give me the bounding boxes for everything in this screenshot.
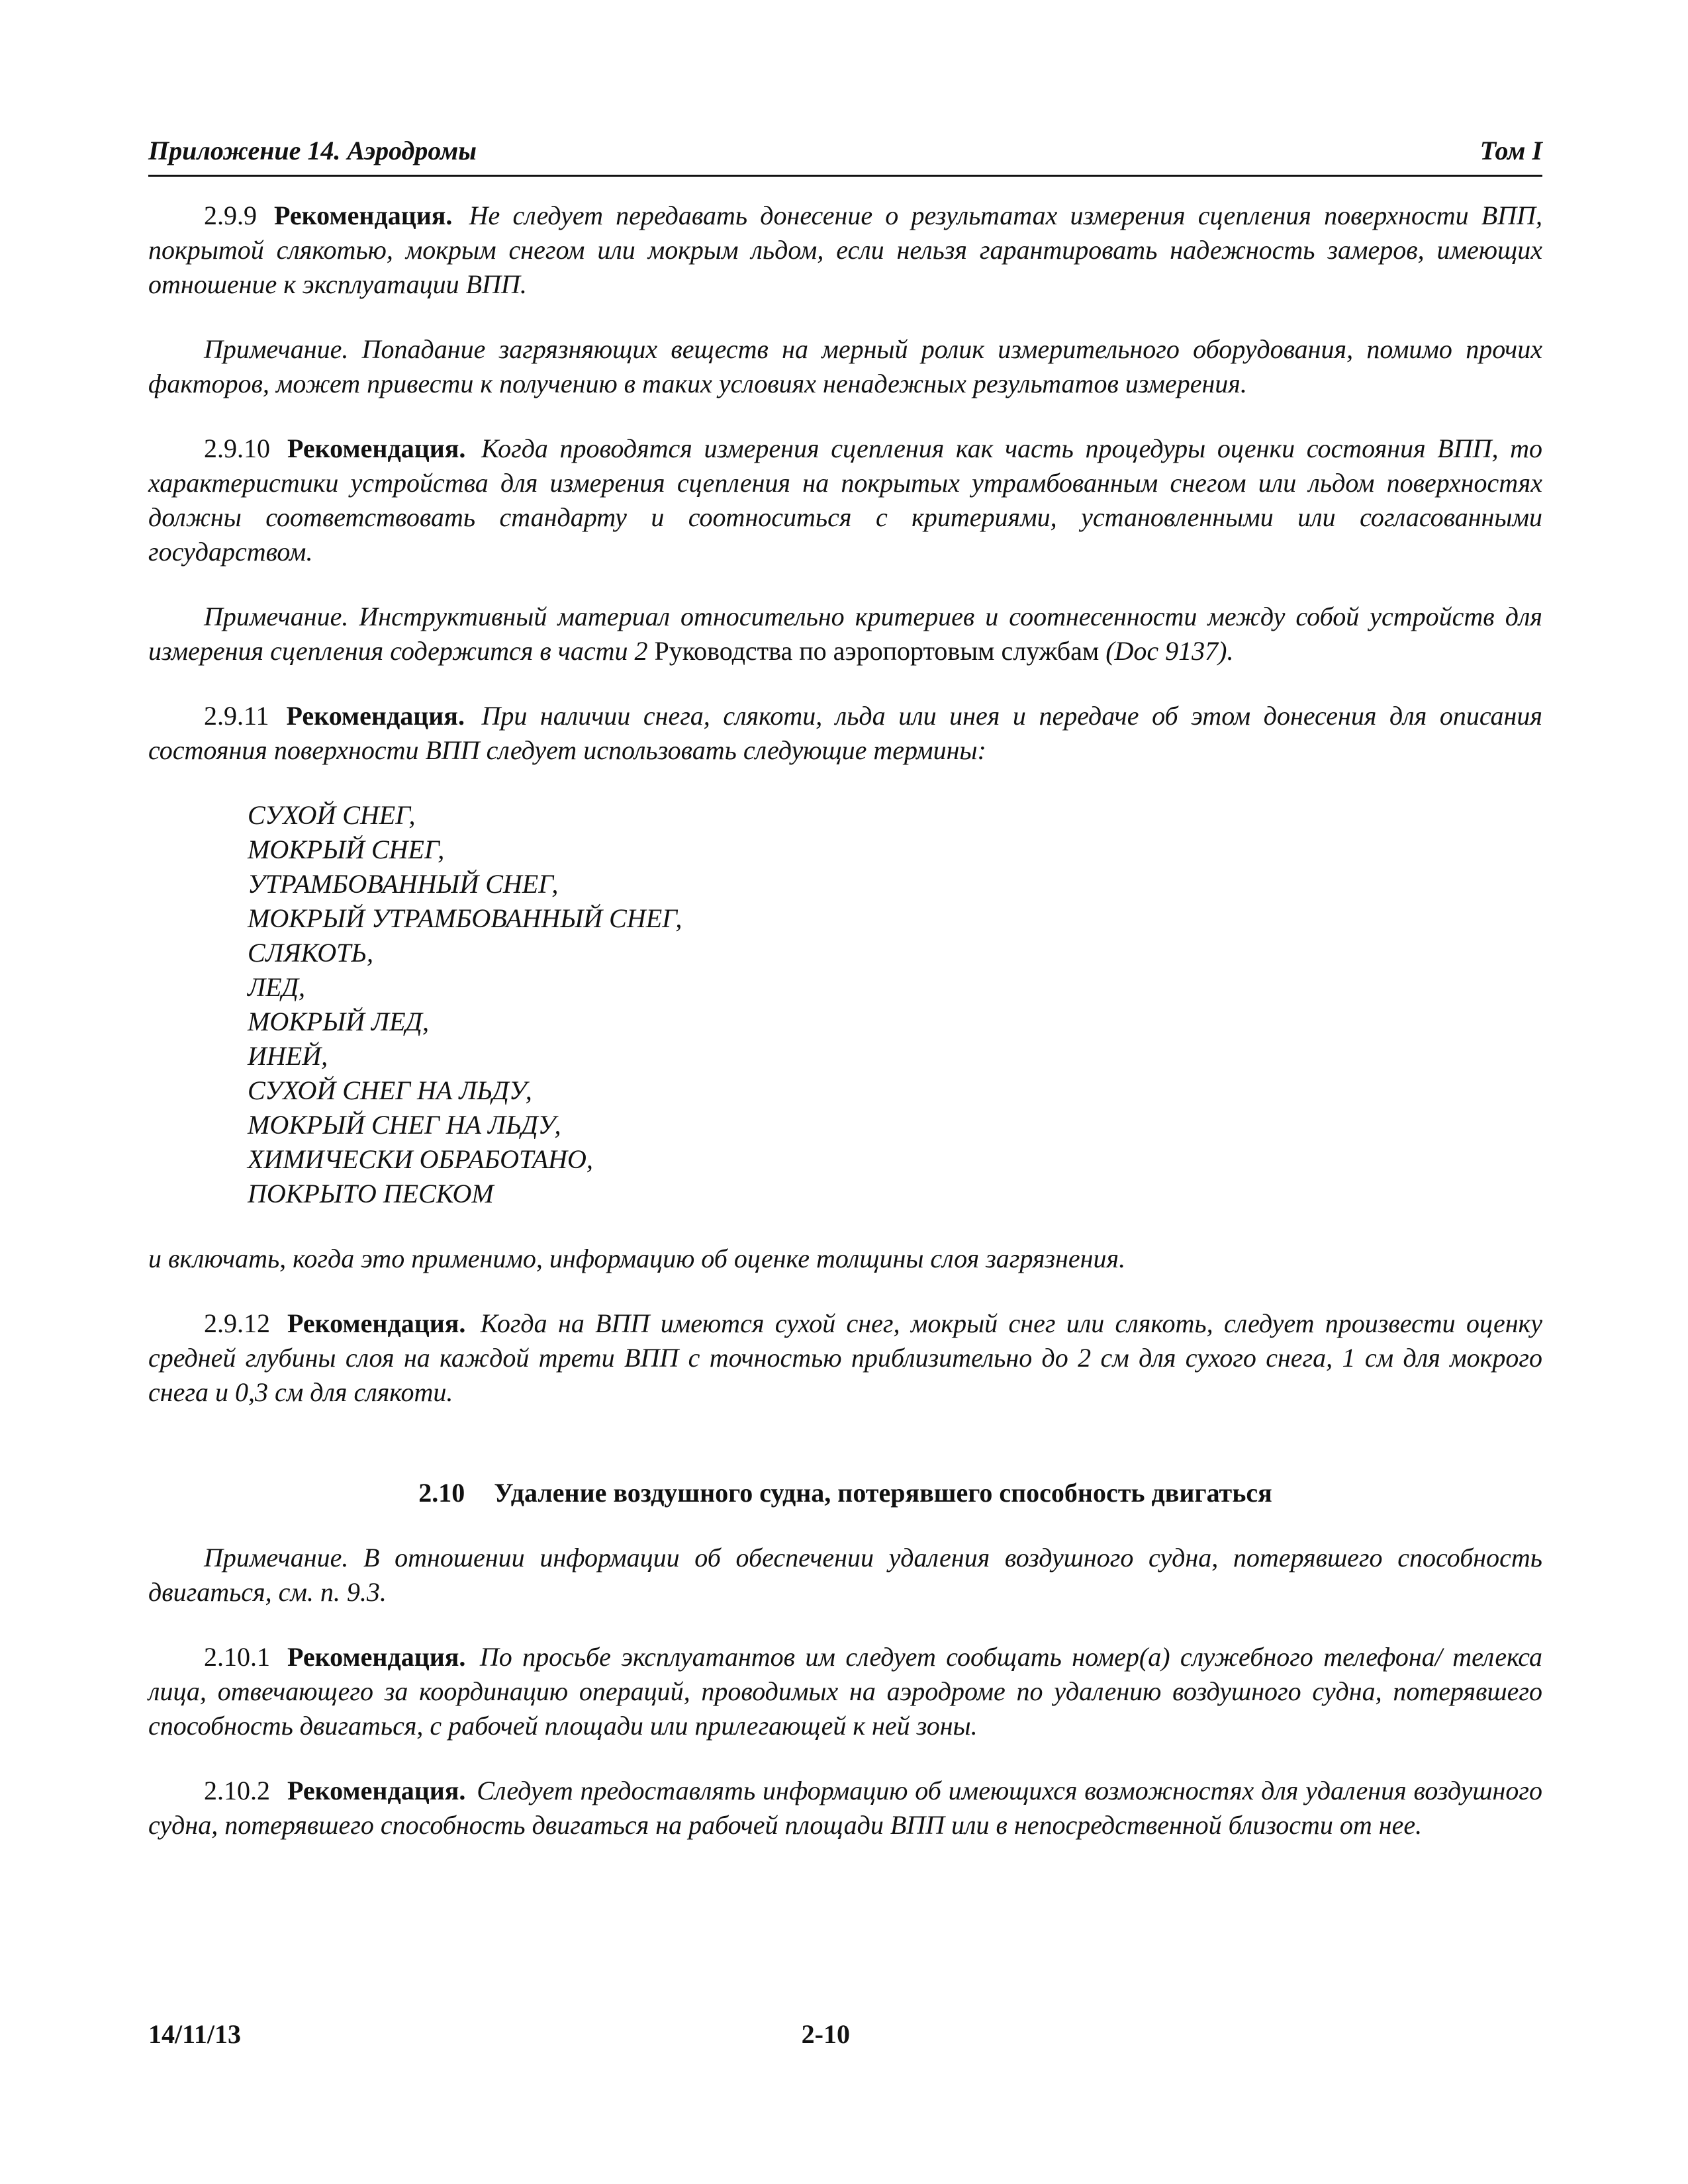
paragraph-2-10-1 [148, 1640, 1542, 1743]
paragraph-number: 2.9.11 [204, 701, 269, 731]
paragraph-text: Не следует передавать донесение о результатах измерения сцепления поверхности ВПП, покрытой слякотью, мокрым снегом или мокрым льдом, если нельзя гарантировать надежность замеров, имеющих отношение к эксплуатации ВПП. [148, 201, 1543, 299]
list-item: СУХОЙ СНЕГ, [248, 800, 416, 830]
recommendation-label: Рекомендация. [274, 201, 453, 230]
paragraph-text: Когда проводятся измерения сцепления как часть процедуры оценки состояния ВПП, то характеристики устройства для измерения сцепления на покрытых утрамбованным снегом или льдом поверхностях должны соответствовать стандарту и соотноситься с критериями, установленными или согласованными государством. [148, 433, 1542, 567]
doc-reference-title: Руководства по аэропортовым службам [654, 636, 1100, 666]
footer-date: 14/11/13 [148, 2019, 242, 2049]
recommendation-label: Рекомендация. [286, 701, 465, 731]
list-item: МОКРЫЙ УТРАМБОВАННЫЙ СНЕГ, [248, 903, 682, 933]
paragraph-2-9-9 [148, 199, 1542, 302]
paragraph-number: 2.9.9 [204, 201, 257, 230]
list-item: МОКРЫЙ ЛЕД, [248, 1007, 429, 1036]
recommendation-label: Рекомендация. [287, 1642, 466, 1672]
paragraph-number: 2.9.12 [204, 1308, 270, 1338]
list-item: МОКРЫЙ СНЕГ, [248, 835, 445, 864]
list-item: ИНЕЙ, [248, 1041, 328, 1071]
page-content [148, 199, 1542, 1873]
note-2 [148, 600, 1542, 668]
header-volume: Том I [1479, 136, 1542, 165]
doc-reference-number: (Doc 9137). [1099, 636, 1234, 666]
list-item: СЛЯКОТЬ, [248, 938, 373, 968]
paragraph-text: Когда на ВПП имеются сухой снег, мокрый снег или слякоть, следует произвести оценку средней глубины слоя на каждой трети ВПП с точностью приблизительно до 2 см для сухого снега, 1 см для мокрого снега и 0,3 см для слякоти. [148, 1308, 1543, 1407]
runway-condition-terms-list [248, 798, 1542, 1211]
list-item: ХИМИЧЕСКИ ОБРАБОТАНО, [248, 1144, 593, 1174]
page-header [148, 132, 1542, 177]
page-footer [148, 2019, 1542, 2058]
section-title: Удаление воздушного судна, потерявшего способность двигаться [494, 1478, 1272, 1508]
section-heading [148, 1476, 1542, 1510]
recommendation-label: Рекомендация. [287, 433, 466, 463]
paragraph-text: При наличии снега, слякоти, льда или инея и передаче об этом донесения для описания состояния поверхности ВПП следует использовать следующие термины: [148, 701, 1542, 765]
list-item: СУХОЙ СНЕГ НА ЛЬДУ, [248, 1075, 532, 1105]
list-item: ПОКРЫТО ПЕСКОМ [248, 1179, 494, 1208]
header-document-title: Приложение 14. Аэродромы [148, 136, 477, 165]
paragraph-2-9-12 [148, 1306, 1542, 1410]
footer-page-number: 2-10 [801, 2019, 850, 2049]
paragraph-text: По просьбе эксплуатантов им следует сообщать номер(а) служебного телефона/ телекса лица, отвечающего за координацию операций, проводимых на аэродроме по удалению воздушного судна, потерявшего способность двигаться, с рабочей площади или прилегающей к ней зоны. [148, 1642, 1542, 1741]
list-item: МОКРЫЙ СНЕГ НА ЛЬДУ, [248, 1110, 561, 1140]
note-2-text: Примечание. Инструктивный материал относительно критериев и соотнесенности между собой устройств для измерения сцепления содержится в части 2 [148, 602, 1542, 666]
recommendation-label: Рекомендация. [287, 1308, 466, 1338]
paragraph-number: 2.10.1 [204, 1642, 270, 1672]
recommendation-label: Рекомендация. [287, 1776, 466, 1805]
section-number: 2.10 [418, 1478, 465, 1508]
note-1: Примечание. Попадание загрязняющих веществ на мерный ролик измерительного оборудования, помимо прочих факторов, может привести к получению в таких условиях ненадежных результатов измерения. [148, 334, 1542, 398]
paragraph-text: Следует предоставлять информацию об имеющихся возможностях для удаления воздушного судна, потерявшего способность двигаться на рабочей площади ВПП или в непосредственной близости от нее. [148, 1776, 1543, 1840]
list-continuation-text: и включать, когда это применимо, информацию об оценке толщины слоя загрязнения. [148, 1244, 1126, 1273]
paragraph-number: 2.10.2 [204, 1776, 270, 1805]
paragraph-number: 2.9.10 [204, 433, 270, 463]
note-3: Примечание. В отношении информации об обеспечении удаления воздушного судна, потерявшего способность двигаться, см. п. 9.3. [148, 1543, 1542, 1607]
paragraph-2-9-10 [148, 432, 1542, 569]
paragraph-2-10-2 [148, 1774, 1542, 1843]
paragraph-2-9-11 [148, 699, 1542, 768]
list-item: ЛЕД, [248, 972, 305, 1002]
list-item: УТРАМБОВАННЫЙ СНЕГ, [248, 869, 559, 899]
